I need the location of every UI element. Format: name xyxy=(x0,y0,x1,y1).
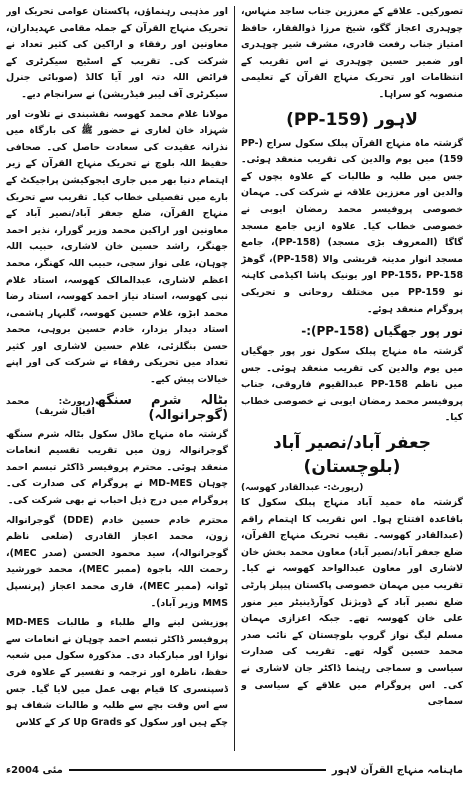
footer-date: مئی 2004ء xyxy=(6,764,63,776)
section-heading-row-batala xyxy=(6,393,228,423)
report-byline: (رپورٹ:- عبدالقادر کھوسہ) xyxy=(241,483,364,494)
column-divider xyxy=(234,6,235,751)
section-heading-jafarabad: جعفر آباد/نصیر آباد (بلوچستان) xyxy=(273,433,431,478)
paragraph: گزشتہ ماہ حمید آباد منہاج پبلک سکول کا باقاعدہ افتتاح ہوا۔ اس تقریب کا اہتمام راقم (عبدالقادر کھوسہ۔ نقیب تحریک منہاج القرآن، ضلع جعفر آباد/نصیر آباد) معاون محمد بخش خان لاشاری اور معاون عبدالواحد کھوسہ نے کیا۔ تقریب میں مہمان خصوصی پاکستان پیپلز پارٹی ضلع نصیر آباد کے ڈویژنل کوآرڈینیٹر میر منور علی خان کھوسہ تھے۔ جبکہ اعزازی مہمان مسلم لیگ نواز گروپ بلوچستان کے نائب صدر محمد حسین گولہ تھے۔ تقریب کی صدارت سیاسی و سماجی رہنما ڈاکٹر جان لاشاری نے کی۔ اس پروگرام میں علاقے کے سیاسی و سماجی xyxy=(241,497,463,708)
footer-rule xyxy=(69,769,326,771)
paragraph: گزشتہ ماہ منہاج پبلک سکول نور پور جھگیاں میں یوم والدین کی تقریب منعقد ہوئی۔ جس میں ناظم PP-158 عبدالقیوم فاروقی، جناب پروفیسر محمد رمضان ایوبی نے خصوصی خطاب کیا۔ xyxy=(241,346,463,424)
paragraph: گزشتہ ماہ منہاج ماڈل سکول بٹالہ شرم سنگھ گوجرانوالہ زون میں تقریب تقسیم انعامات منعقد ہوئی۔ محترم پروفیسر ڈاکٹر تبسم احمد چوہان MD-MES نے پروگرام کی صدارت کی۔ پروگرام میں درج ذیل احباب نے بھی شرکت کی۔ xyxy=(6,428,229,507)
section-heading-lahore: لاہور (PP-159) xyxy=(286,109,418,130)
article-columns xyxy=(6,4,463,754)
paragraph: پوزیشن لینے والے طلباء و طالبات MD-MES پروفیسر ڈاکٹر تبسم احمد چوہان نے انعامات سے نوازا اور مبارکباد دی۔ مذکورہ سکول میں شعبہ حفظ، ناظرہ اور ترجمہ و تفسیر کے علاوہ فری ڈسپنسری کا قیام بھی عمل میں لایا گیا۔ جس سے اس وقت بچے سے طلبہ و طالبات شفاف ہو چکے ہیں اور سکول کو Up Grads کر کے کلاس xyxy=(6,617,229,728)
page-footer xyxy=(6,762,463,778)
report-byline: (رپورٹ: محمد اقبال شریف) xyxy=(6,396,95,417)
right-column xyxy=(241,4,463,754)
paragraph: اور مذہبی رہنماؤں، پاکستان عوامی تحریک اور تحریک منہاج القرآن کے جملہ مقامی عہدیداران، معاونین اور رفقاء و اراکین کی کثیر تعداد نے شرکت کی۔ تقریب کے اسٹیج سیکرٹری کے فرائض اللہ دتہ اور آیا کالڈ (صوبائی جنرل سیکرٹری آف لیبر فیڈریشن) نے سرانجام دیے۔ xyxy=(6,6,229,100)
left-column xyxy=(6,4,228,754)
paragraph: محترم خادم حسین خادم (DDE) گوجرانوالہ زون، محمد اعجاز القادری (ضلعی ناظم گوجرانوالہ)، سید محمود الحسن (صدر MEC)، رحمت اللہ باجوہ (ممبر MEC)، محمد خورشید ٹوانہ (ممبر MEC)، قاری محمد اعجاز (پرنسپل MMS وزیر آباد)۔ xyxy=(6,514,229,609)
paragraph: مولانا غلام محمد کھوسہ نقشبندی نے تلاوت اور شہزاد خان لغاری نے حضور ﷺ کی بارگاہ میں نذرانہ عقیدت کی سعادت حاصل کی۔ صحافی حفیظ اللہ بلوچ نے تحریک منہاج القرآن کے زیر اہتمام دنیا بھر میں جاری ایجوکیشن پراجیکٹ کے بارے میں تفصیلی خطاب کیا۔ تقریب سے تحریک منہاج القرآن، ضلع جعفر آباد/نصیر آباد کے معاونین اور اراکین محمد وزیر گورار، نذیر احمد جھنگر، راشد حسین خان لاشاری، حبیب اللہ چوہان، علی نواز سجی، حبیب اللہ کھنگر، محمد اعظم لاشاری، عبدالمالک کھوسہ، استاد غلام نبی کھوسہ، استاد نیاز احمد کھوسہ، استاد رضا محمد ابڑو، غلام حسین کھوسہ، گلبہار ہاشمی، استاد دیدار بزدار، خادم حسین بروہی، محمد حسن بنگلزئی، غلام حسین لاشاری اور کثیر تعداد میں تحریکی رفقاء نے شرکت کی اور اپنے خیالات پیش کیے۔ xyxy=(6,108,229,386)
paragraph: گزشتہ ماہ منہاج القرآن پبلک سکول سراج (PP-159) میں یوم والدین کی تقریب منعقد ہوئی۔ جس میں طلبہ و طالبات کے علاوہ بچوں کے والدین اور معززین علاقہ نے شرکت کی۔ مہمان خصوصی پروفیسر محمد رمضان ایوبی نے خصوصی خطاب کیا۔ علاوہ ازیں جامع مسجد گاگا (المعروف بڑی مسجد) (PP-158)، جامع مسجد انوار مدینہ قریشی والا (PP-158)، گوھڑ PP-155، PP-158 اور یونیک پاشا اکیڈمی کاہنہ نو PP-159 میں مختلف روحانی و تحریکی پروگرام منعقد ہوئے۔ xyxy=(241,137,463,315)
paragraph: تصورکیں۔ علاقے کے معززین جناب ساجد منہاس، چوہدری اعجاز گگو، شیخ مرزا ذوالفقار، حافظ امتیاز جناب رفعت قادری، مشرف شیر چوہدری اور ضمیر حسین چوہدری نے اس تقریب کے انتظامات اور تحریک منہاج القرآن کے تعلیمی منصوبہ کو سراہا۔ xyxy=(241,6,463,100)
section-heading-noorpur: نور پور جھگیاں (PP-158):- xyxy=(301,324,463,339)
section-heading-batala: بٹالہ شرم سنگھ (گوجرانوالہ) xyxy=(94,392,229,423)
footer-magazine-name: ماہنامہ منہاج القرآن لاہور xyxy=(331,764,463,776)
